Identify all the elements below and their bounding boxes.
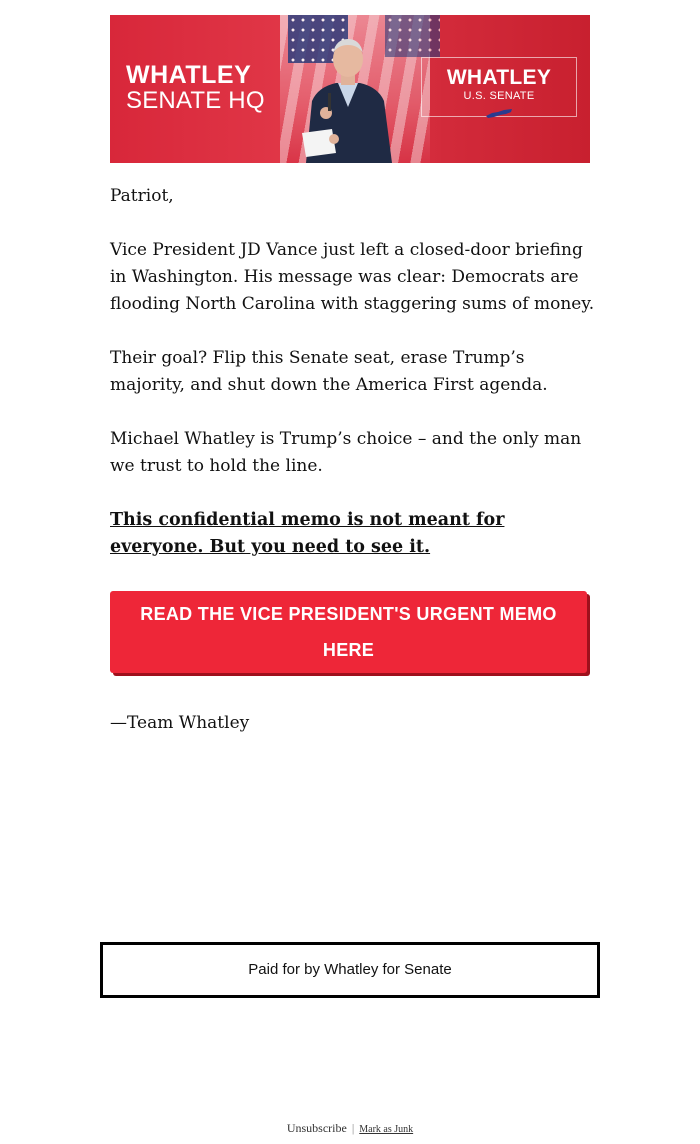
banner-title-bottom: SENATE HQ	[126, 87, 265, 114]
paid-for-disclaimer: Paid for by Whatley for Senate	[100, 942, 600, 998]
campaign-logo	[421, 57, 577, 117]
memo-link-text[interactable]: This confidential memo is not meant for everyone. But you need to see it.	[110, 510, 505, 557]
read-memo-button-label: READ THE VICE PRESIDENT'S URGENT MEMO HERE	[140, 604, 557, 660]
email-body	[110, 183, 600, 588]
paragraph-briefing: Vice President JD Vance just left a closed-door briefing in Washington. His message was clear: Democrats are flooding North Carolina with staggering sums of money.	[110, 240, 595, 314]
speaker-photo	[288, 33, 408, 163]
greeting: Patriot,	[110, 186, 174, 206]
header-banner	[110, 15, 590, 163]
footer-links	[0, 1121, 700, 1136]
paragraph-candidate: Michael Whatley is Trump’s choice – and the only man we trust to hold the line.	[110, 429, 582, 476]
logo-name: WHATLEY	[446, 66, 552, 89]
footer-separator: |	[351, 1121, 355, 1135]
banner-title-top: WHATLEY	[126, 61, 252, 89]
logo-subtitle: U.S. SENATE	[463, 90, 535, 102]
paragraph-goal: Their goal? Flip this Senate seat, erase Trump’s majority, and shut down the America First agenda.	[110, 348, 548, 395]
signoff: —Team Whatley	[110, 713, 250, 733]
read-memo-button[interactable]	[110, 591, 587, 673]
north-carolina-icon	[484, 107, 514, 119]
unsubscribe-link[interactable]: Unsubscribe	[286, 1121, 347, 1135]
mark-as-junk-link[interactable]: Mark as Junk	[359, 1124, 414, 1135]
